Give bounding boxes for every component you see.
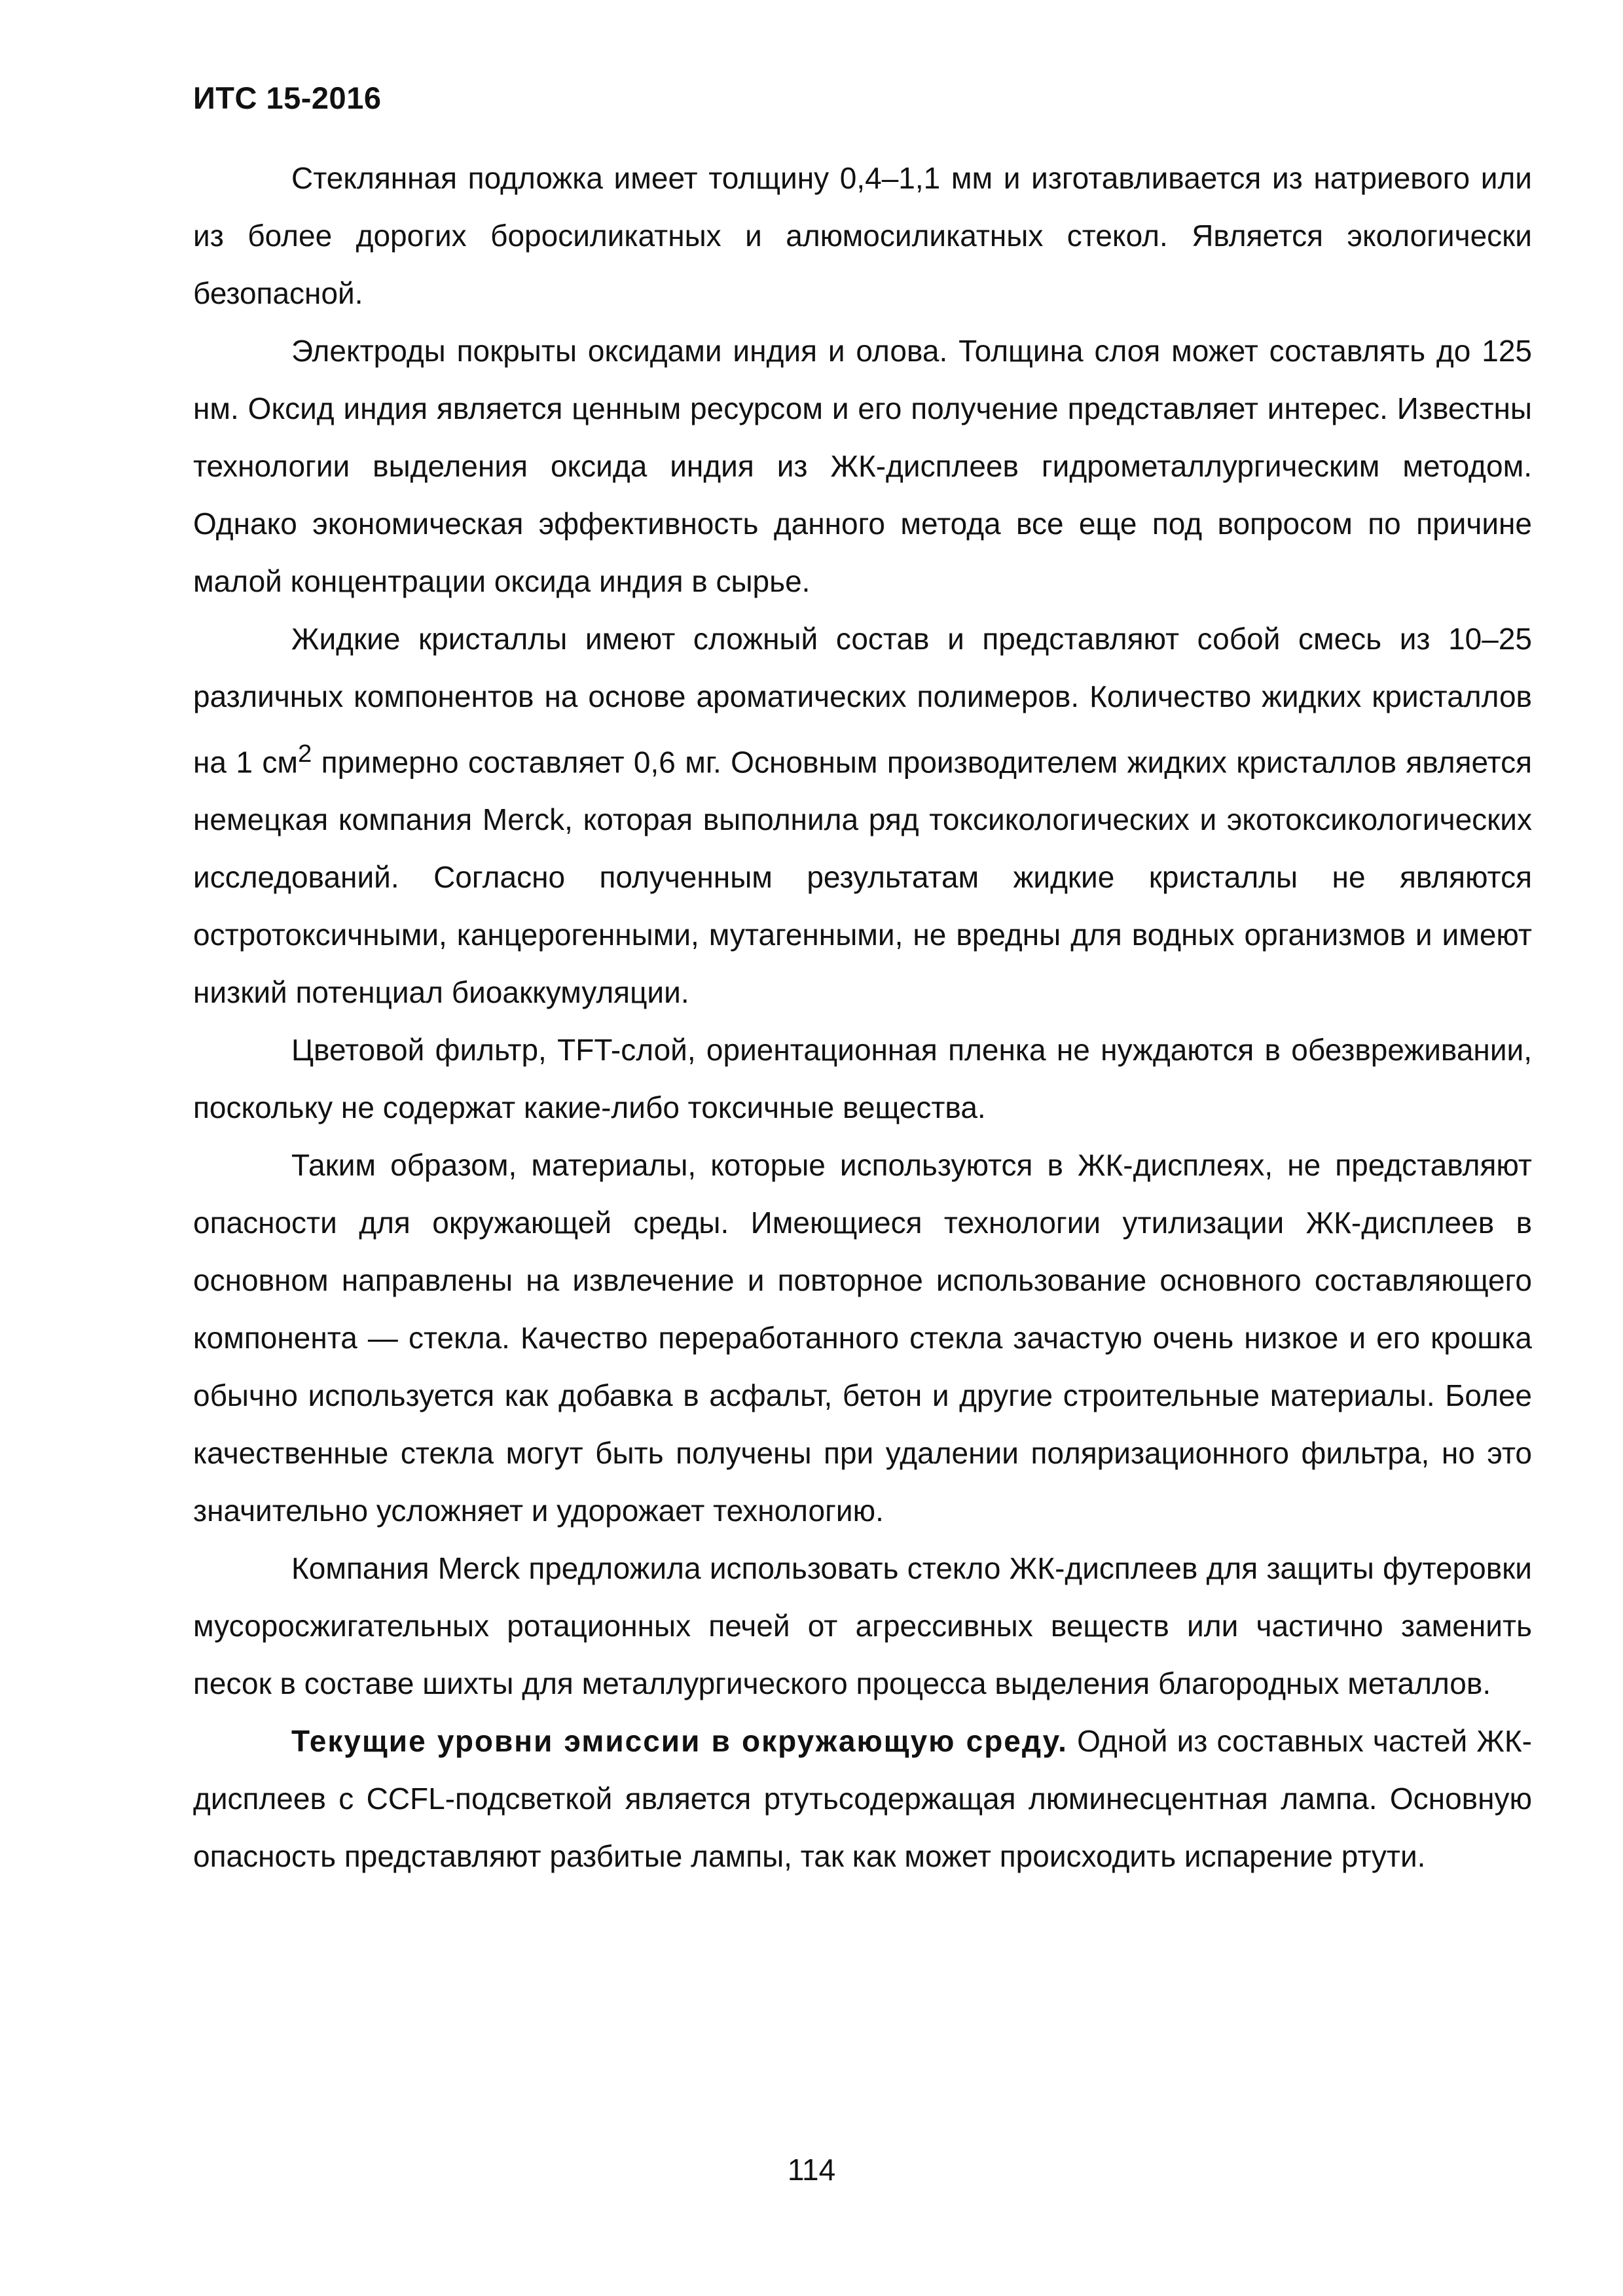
paragraph-electrodes: [193, 322, 1532, 610]
paragraph-text: Стеклянная подложка имеет толщину 0,4–1,1 мм и изготавливается из натриевого или из более дорогих боросиликатных и алюмосиликатных стекол. Является экологически безопасной.: [193, 161, 1532, 310]
paragraph-merck-proposal: [193, 1539, 1532, 1712]
paragraph-text: Электроды покрыты оксидами индия и олова. Толщина слоя может составлять до 125 нм. Оксид индия является ценным ресурсом и его получение представляет интерес. Известны технологии выделения оксида индия из ЖК-дисплеев гидрометаллургическим методом. Однако экономическая эффективность данного метода все еще под вопросом по причине малой концентрации оксида индия в сырье.: [193, 334, 1532, 598]
page-number: 114: [787, 2153, 836, 2187]
body-text: [193, 149, 1532, 1885]
paragraph-text-after: примерно составляет 0,6 мг. Основным производителем жидких кристаллов является немецкая компания Merck, которая выполнила ряд токсикологических и экотоксикологических исследований. Согласно полученным результатам жидкие кристаллы не являются остротоксичными, канцерогенными, мутагенными, не вредны для водных организмов и имеют низкий потенциал биоаккумуляции.: [193, 745, 1532, 1010]
paragraph-text: Одной из составных частей ЖК-дисплеев с CCFL-подсветкой является ртутьсодержащая люминесцентная лампа. Основную опасность представляют разбитые лампы, так как может происходить испарение ртути.: [193, 1724, 1532, 1874]
paragraph-text: Таким образом, материалы, которые используются в ЖК-дисплеях, не представляют опасности для окружающей среды. Имеющиеся технологии утилизации ЖК-дисплеев в основном направлены на извлечение и повторное использование основного составляющего компонента — стекла. Качество переработанного стекла зачастую очень низкое и его крошка обычно используется как добавка в асфальт, бетон и другие строительные материалы. Более качественные стекла могут быть получены при удалении поляризационного фильтра, но это значительно усложняет и удорожает технологию.: [193, 1148, 1532, 1528]
document-code-header: ИТС 15-2016: [193, 81, 382, 115]
superscript-unit: 2: [297, 740, 312, 768]
paragraph-text-before: Жидкие кристаллы имеют сложный состав и представляют собой смесь из 10–25 различных компонентов на основе ароматических полимеров. Количество жидких кристаллов на 1 см: [193, 622, 1532, 780]
paragraph-emission-levels: [193, 1712, 1532, 1885]
paragraph-conclusion: [193, 1136, 1532, 1539]
paragraph-liquid-crystals: [193, 610, 1532, 1021]
paragraph-text: Цветовой фильтр, TFT-слой, ориентационная пленка не нуждаются в обезвреживании, поскольку не содержат какие-либо токсичные вещества.: [193, 1033, 1532, 1125]
paragraph-text: Компания Merck предложила использовать стекло ЖК-дисплеев для защиты футеровки мусоросжигательных ротационных печей от агрессивных веществ или частично заменить песок в составе шихты для металлургического процесса выделения благородных металлов.: [193, 1551, 1532, 1701]
paragraph-color-filter: [193, 1021, 1532, 1136]
paragraph-glass-substrate: [193, 149, 1532, 322]
paragraph-bold-lead: Текущие уровни эмиссии в окружающую среду.: [291, 1724, 1068, 1759]
